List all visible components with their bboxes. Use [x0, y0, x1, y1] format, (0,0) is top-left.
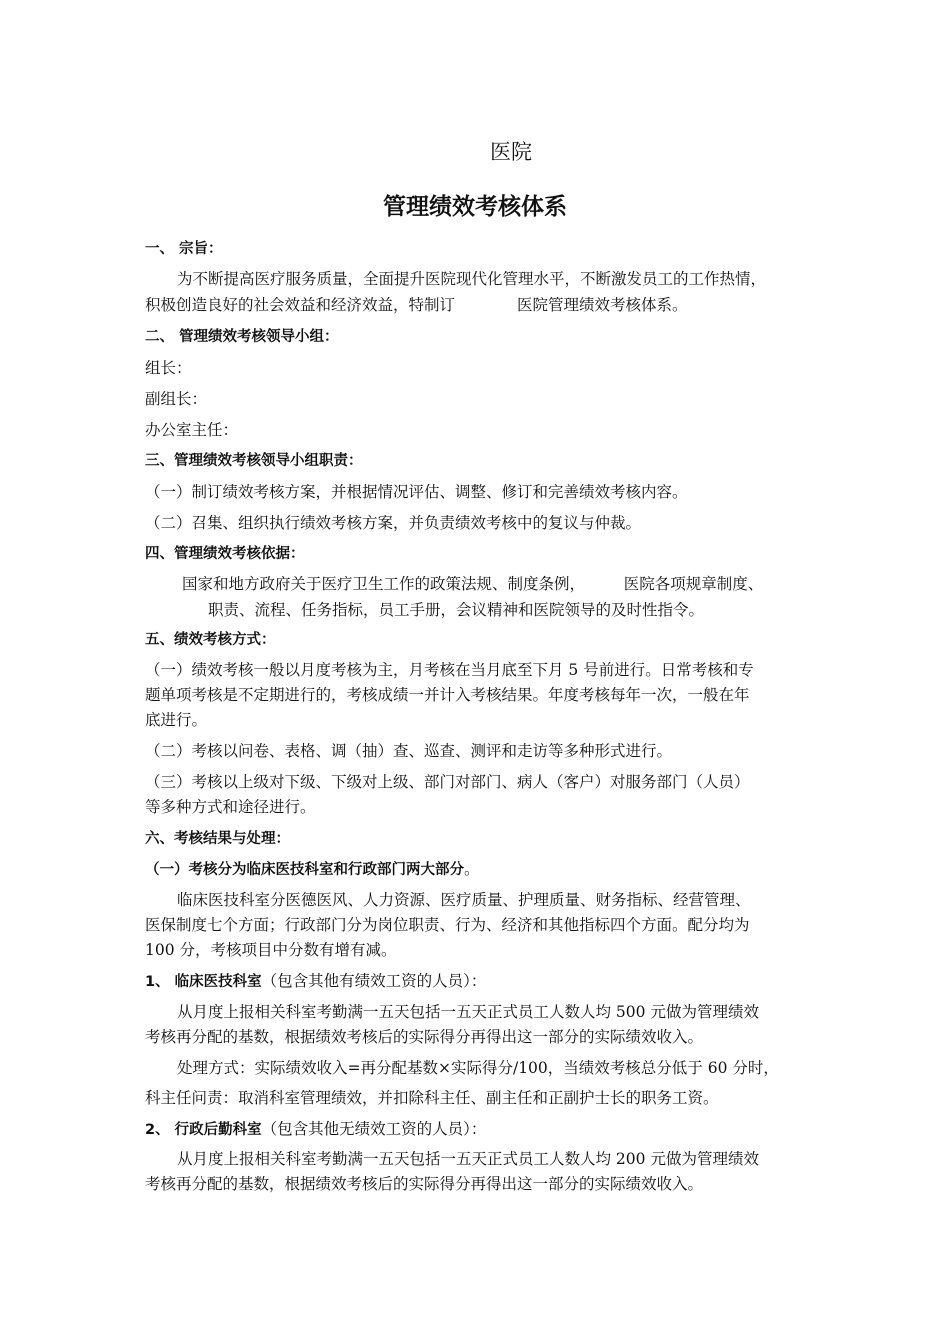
- section-5-item-1-line-3: 底进行。: [145, 711, 208, 729]
- section-6-subheading-period: 。: [464, 860, 480, 878]
- admin-dept-note: （包含其他无绩效工资的人员）：: [261, 1120, 487, 1138]
- section-2-heading: 二、 管理绩效考核领导小组：: [145, 329, 339, 345]
- leader-label: 组长：: [145, 359, 192, 377]
- admin-dept-title: 2、 行政后勤科室: [145, 1122, 262, 1138]
- section-5-item-1-line-2: 题单项考核是不定期进行的，考核成绩一并计入考核结果。年度考核每年一次，一般在年: [145, 686, 750, 704]
- section-3-item-2: （二）召集、组织执行绩效考核方案，并负责绩效考核中的复议与仲裁。: [145, 514, 642, 532]
- section-6-subheading-text: （一）考核分为临床医技科室和行政部门两大部分: [145, 862, 464, 878]
- clinical-dept-line-1: 从月度上报相关科室考勤满一五天包括一五天正式员工人数人均 500 元做为管理绩效: [177, 1003, 759, 1021]
- section-5-item-2: （二）考核以问卷、表格、调（抽）查、巡查、测评和走访等多种形式进行。: [145, 742, 673, 760]
- section-6-subheading: [145, 858, 480, 881]
- clinical-dept-title: 1、 临床医技科室: [145, 974, 262, 990]
- clinical-dept-note: （包含其他有绩效工资的人员）：: [261, 972, 487, 990]
- section-6-heading: 六、考核结果与处理：: [145, 831, 290, 847]
- section-5-item-1-line-1: （一）绩效考核一般以月度考核为主，月考核在当月底至下月 5 号前进行。日常考核和专: [145, 661, 754, 679]
- clinical-dept-line-3: 处理方式：实际绩效收入=再分配基数×实际得分/100，当绩效考核总分低于 60 分时，: [177, 1059, 779, 1077]
- section-5-item-3-line-1: （三）考核以上级对下级、下级对上级、部门对部门、病人（客户）对服务部门（人员）: [145, 773, 750, 791]
- vice-leader-label: 副组长：: [145, 390, 208, 408]
- section-3-item-1: （一）制订绩效考核方案，并根据情况评估、调整、修订和完善绩效考核内容。: [145, 483, 688, 501]
- section-1-heading: 一、 宗旨：: [145, 241, 223, 257]
- section-3-heading: 三、管理绩效考核领导小组职责：: [145, 453, 363, 469]
- section-4-heading: 四、管理绩效考核依据：: [145, 546, 305, 562]
- section-5-heading: 五、绩效考核方式：: [145, 632, 276, 648]
- clinical-dept-line-2: 考核再分配的基数，根据绩效考核后的实际得分再得出这一部分的实际绩效收入。: [145, 1028, 704, 1046]
- section-6-paragraph-line-1: 临床医技科室分医德医风、人力资源、医疗质量、护理质量、财务指标、经营管理、: [177, 891, 751, 909]
- section-5-item-3-line-2: 等多种方式和途径进行。: [145, 798, 316, 816]
- section-6-paragraph-line-3: 100 分，考核项目中分数有增有减。: [145, 941, 397, 959]
- admin-dept-line-1: 从月度上报相关科室考勤满一五天包括一五天正式员工人数人均 200 元做为管理绩效: [177, 1150, 759, 1168]
- clinical-dept-line-4: 科主任问责：取消科室管理绩效，并扣除科主任、副主任和正副护士长的职务工资。: [145, 1089, 719, 1107]
- clinical-dept-heading: [145, 970, 486, 993]
- section-4-paragraph-line-1: 国家和地方政府关于医疗卫生工作的政策法规、制度条例， 医院各项规章制度、: [182, 575, 764, 593]
- section-1-paragraph-line-1: 为不断提高医疗服务质量，全面提升医院现代化管理水平，不断激发员工的工作热情，: [177, 270, 767, 288]
- section-4-paragraph-line-2: 职责、流程、任务指标，员工手册，会议精神和医院领导的及时性指令。: [208, 601, 705, 619]
- office-director-label: 办公室主任：: [145, 421, 239, 439]
- document-title: 管理绩效考核体系: [383, 194, 567, 220]
- hospital-name: 医院: [490, 140, 532, 164]
- admin-dept-line-2: 考核再分配的基数，根据绩效考核后的实际得分再得出这一部分的实际绩效收入。: [145, 1175, 704, 1193]
- section-6-paragraph-line-2: 医保制度七个方面；行政部门分为岗位职责、行为、经济和其他指标四个方面。配分均为: [145, 916, 750, 934]
- section-1-paragraph-line-2: 积极创造良好的社会效益和经济效益，特制订 医院管理绩效考核体系。: [145, 296, 688, 314]
- admin-dept-heading: [145, 1118, 486, 1141]
